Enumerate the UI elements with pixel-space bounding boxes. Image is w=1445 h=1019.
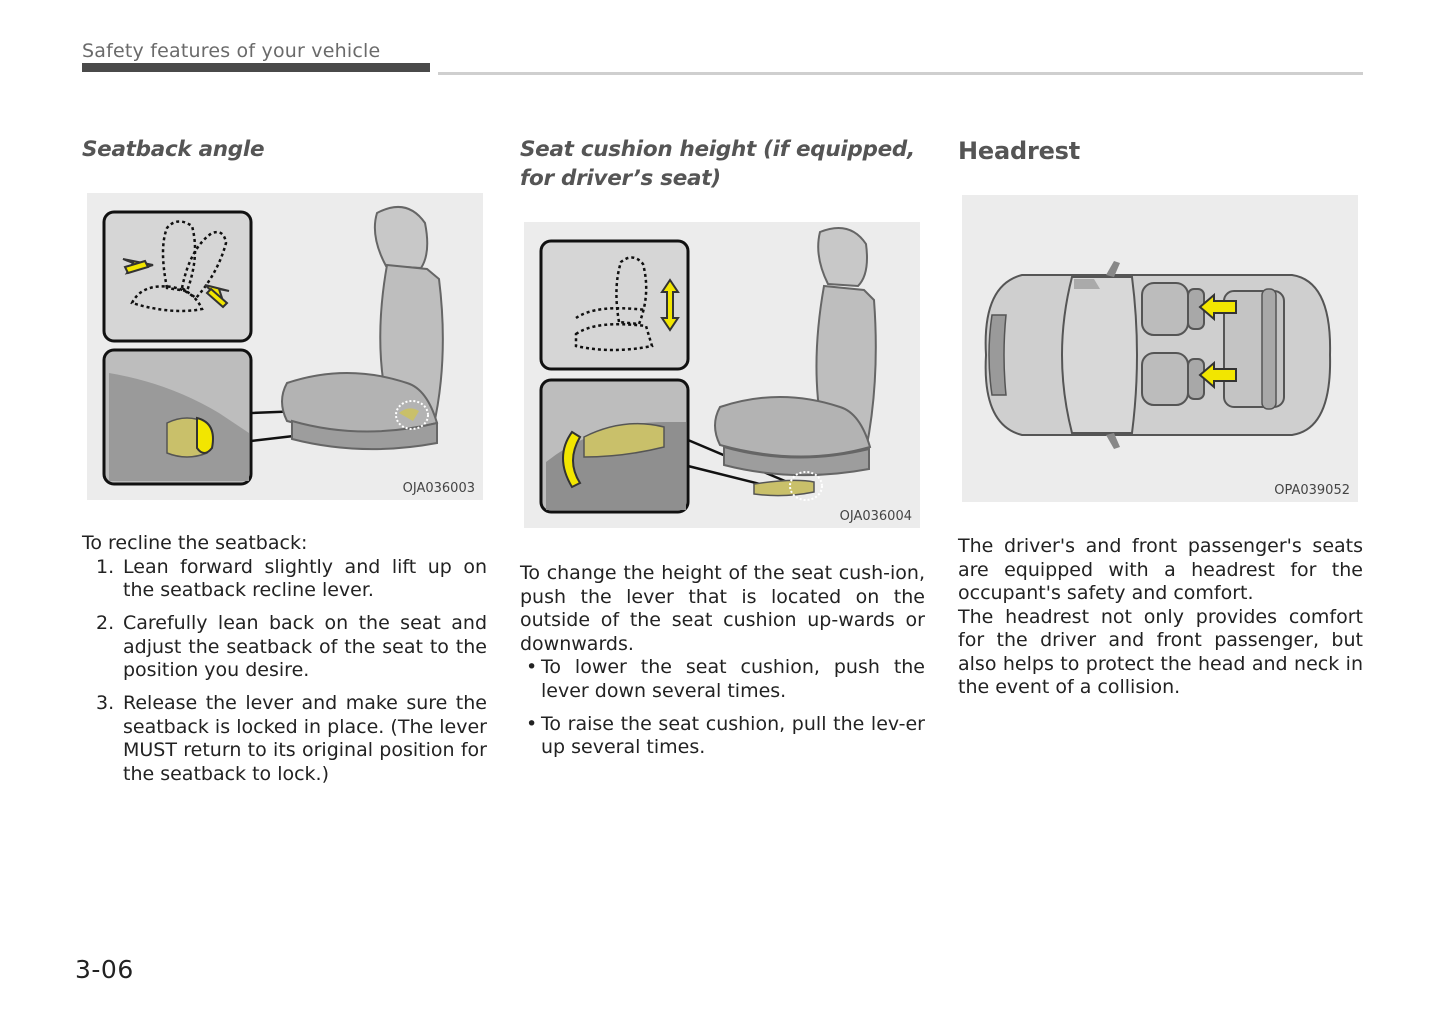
seatback-steps: [82, 556, 487, 787]
seatback-figure-code: OJA036003: [402, 481, 475, 496]
cushion-bullets: [520, 656, 925, 760]
page-header-title: Safety features of your vehicle: [82, 40, 381, 62]
headrest-figure: [962, 195, 1358, 502]
page-number: 3-06: [75, 955, 134, 984]
list-item: • To lower the seat cushion, push the lever down several times.: [526, 656, 925, 702]
headrest-heading: Headrest: [958, 137, 1081, 165]
header-rule-dark: [82, 63, 430, 72]
cushion-body: [520, 562, 925, 769]
list-item: • To raise the seat cushion, pull the lev-er up several times.: [526, 712, 925, 758]
headrest-paragraph-2: The headrest not only provides comfort for the driver and front passenger, but also helps to protect the head and neck in the event of a collision.: [958, 605, 1363, 698]
cushion-figure: [524, 222, 920, 528]
cushion-heading: Seat cushion height (if equipped, for driver’s seat): [520, 137, 915, 191]
seatback-intro: To recline the seatback:: [82, 532, 308, 554]
seatback-figure: [87, 193, 483, 500]
header-rule-light: [438, 72, 1363, 75]
headrest-body: [958, 535, 1363, 700]
cushion-intro: To change the height of the seat cush-ion, push the lever that is located on the outside of the seat cushion up-wards or downwards.: [520, 562, 925, 655]
cushion-illustration: [524, 222, 920, 528]
cushion-figure-code: OJA036004: [839, 509, 912, 524]
seatback-illustration: [87, 193, 483, 500]
seatback-body: [82, 532, 487, 796]
headrest-figure-code: OPA039052: [1274, 483, 1350, 498]
headrest-illustration: [962, 195, 1358, 502]
seatback-heading: Seatback angle: [82, 137, 265, 162]
headrest-paragraph-1: The driver's and front passenger's seats are equipped with a headrest for the occupant's safety and comfort.: [958, 535, 1363, 604]
list-item: 3. Release the lever and make sure the seatback is locked in place. (The lever MUST return to its original position for the seatback to lock.): [96, 692, 487, 785]
list-item: 1. Lean forward slightly and lift up on the seatback recline lever.: [96, 555, 487, 601]
list-item: 2. Carefully lean back on the seat and adjust the seatback of the seat to the position you desire.: [96, 612, 487, 681]
